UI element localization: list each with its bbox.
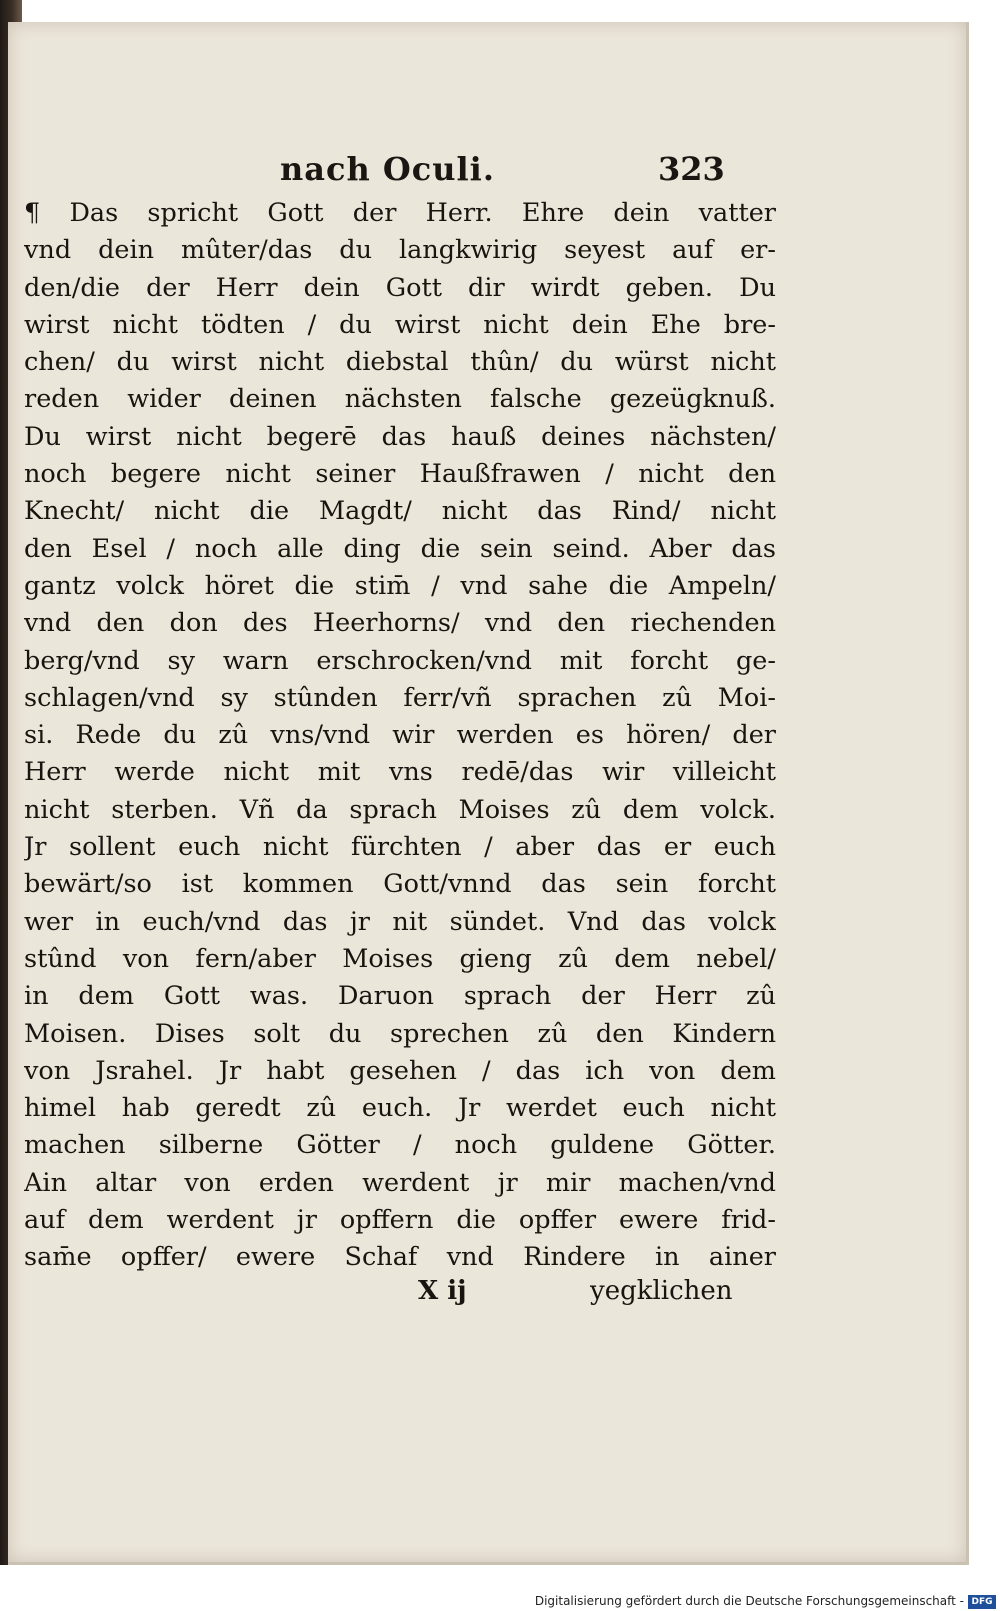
- text-line: machen silberne Götter / noch guldene Götter.: [24, 1130, 776, 1161]
- text-line: den/die der Herr dein Gott dir wirdt geben. Du: [24, 272, 776, 303]
- text-line: Herr werde nicht mit vns redē/das wir villeicht: [24, 757, 776, 788]
- text-line: Jr sollent euch nicht fürchten / aber das er euch: [24, 832, 776, 863]
- text-line: berg/vnd sy warn erschrocken/vnd mit forcht ge-: [24, 645, 776, 676]
- text-line: in dem Gott was. Daruon sprach der Herr zû: [24, 981, 776, 1012]
- text-line: den Esel / noch alle ding die sein seind. Aber das: [24, 533, 776, 564]
- text-line: gantz volck höret die stim̄ / vnd sahe die Ampeln/: [24, 570, 776, 601]
- text-line: chen/ du wirst nicht diebstal thûn/ du würst nicht: [24, 347, 776, 378]
- signature-mark: X ij: [418, 1276, 467, 1306]
- text-line: Knecht/ nicht die Magdt/ nicht das Rind/ nicht: [24, 496, 776, 527]
- text-line: ¶ Das spricht Gott der Herr. Ehre dein vatter: [24, 198, 776, 228]
- text-line: himel hab geredt zû euch. Jr werdet euch nicht: [24, 1093, 776, 1124]
- text-line: auf dem werdent jr opffern die opffer ewere frid-: [24, 1205, 776, 1236]
- body-text: [24, 195, 776, 1277]
- catchword: yegklichen: [590, 1276, 733, 1306]
- folio-number: 323: [658, 150, 725, 188]
- text-line: wirst nicht tödten / du wirst nicht dein Ehe bre-: [24, 309, 776, 340]
- text-line: reden wider deinen nächsten falsche gezeügknuß.: [24, 384, 776, 415]
- page-footer: [8, 1276, 966, 1316]
- text-line: stûnd von fern/aber Moises gieng zû dem nebel/: [24, 943, 776, 974]
- page-header: [8, 150, 966, 194]
- text-line: si. Rede du zû vns/vnd wir werden es hören/ der: [24, 720, 776, 751]
- text-line: von Jsrahel. Jr habt gesehen / das ich von dem: [24, 1055, 776, 1086]
- text-line: noch begere nicht seiner Haußfrawen / nicht den: [24, 459, 776, 490]
- text-line: wer in euch/vnd das jr nit sündet. Vnd das volck: [24, 906, 776, 937]
- dfg-logo: DFG: [968, 1595, 996, 1609]
- text-line: bewärt/so ist kommen Gott/vnnd das sein forcht: [24, 869, 776, 900]
- book-page: [8, 22, 969, 1565]
- text-line: schlagen/vnd sy stûnden ferr/vñ sprachen zû Moi-: [24, 682, 776, 713]
- running-title: nach Oculi.: [280, 150, 495, 188]
- text-line: vnd den don des Heerhorns/ vnd den riechenden: [24, 608, 776, 639]
- text-line: nicht sterben. Vñ da sprach Moises zû dem volck.: [24, 794, 776, 825]
- text-line: Moisen. Dises solt du sprechen zû den Kindern: [24, 1018, 776, 1049]
- text-line: Ain altar von erden werdent jr mir machen/vnd: [24, 1167, 776, 1198]
- text-line: sam̄e opffer/ ewere Schaf vnd Rindere in ainer: [24, 1242, 776, 1273]
- digitization-credit: Digitalisierung gefördert durch die Deutsche Forschungsgemeinschaft -: [534, 1594, 964, 1608]
- text-line: vnd dein mûter/das du langkwirig seyest auf er-: [24, 235, 776, 266]
- text-line: Du wirst nicht begerē das hauß deines nächsten/: [24, 421, 776, 452]
